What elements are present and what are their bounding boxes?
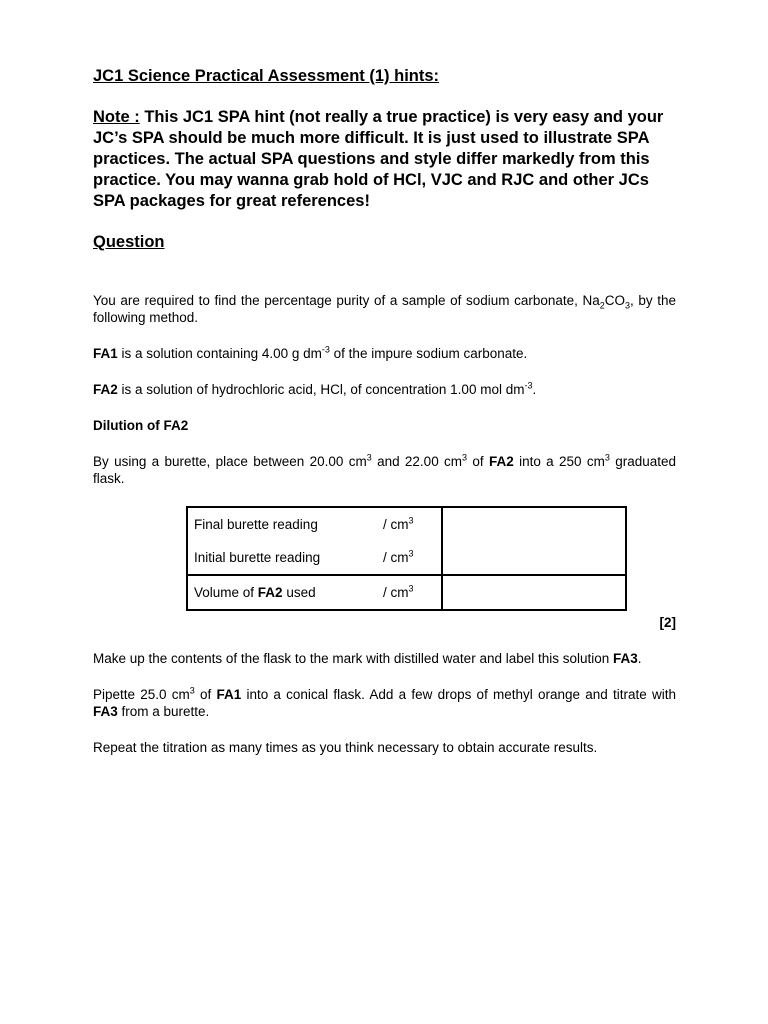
repeat-paragraph: Repeat the titration as many times as you think necessary to obtain accurate results.: [93, 740, 598, 755]
fa2-paragraph: FA2 is a solution of hydrochloric acid, HCl, of concentration 1.00 mol $dm^{-3}$.: [93, 380, 537, 397]
page-title: JC1 Science Practical Assessment (1) hints:: [93, 67, 440, 85]
volume-used-value[interactable]: [442, 575, 626, 610]
final-reading-label: Final burette reading: [194, 517, 318, 532]
note-text: This JC1 SPA hint (not really a true practice) is very easy and your JC’s SPA should be much more difficult. It is just used to illustrate SPA practices. The actual SPA questions and style differ markedly from this practice. You may wanna grab hold of HCl, VJC and RJC and other JCs SPA packages for great references!: [93, 108, 664, 210]
burette-readings-table: [186, 506, 627, 611]
unit-cell: / $cm^3$: [371, 507, 442, 541]
document-page: [93, 66, 676, 756]
unit-cell: / $cm^3$: [371, 541, 442, 575]
makeup-paragraph: Make up the contents of the flask to the mark with distilled water and label this solution FA3.: [93, 651, 642, 666]
unit-cell: / $cm^3$: [371, 575, 442, 610]
marks-label: [2]: [659, 615, 676, 630]
final-reading-value[interactable]: [442, 507, 626, 541]
fa1-paragraph: FA1 is a solution containing 4.00 g $dm^{-3}$ of the impure sodium carbonate.: [93, 344, 528, 361]
intro-paragraph: You are required to find the percentage purity of a sample of sodium carbonate, $Na_2CO_3$, by the following method.: [93, 293, 676, 325]
note-paragraph: [93, 107, 676, 212]
initial-reading-value[interactable]: [442, 541, 626, 575]
pipette-paragraph: Pipette 25.0 $cm^3$ of FA1 into a conical flask. Add a few drops of methyl orange and titrate with FA3 from a burette.: [93, 685, 677, 719]
note-label: Note :: [93, 108, 140, 126]
table-row: [187, 575, 626, 610]
dilution-paragraph: By using a burette, place between 20.00 $cm^3$ and 22.00 $cm^3$ of FA2 into a 250 $cm^3$ graduated flask.: [93, 452, 676, 486]
initial-reading-label: Initial burette reading: [194, 550, 321, 565]
dilution-heading: Dilution of FA2: [93, 418, 189, 433]
table-row: [187, 541, 626, 575]
volume-used-label: Volume of FA2 used: [187, 575, 371, 610]
table-row: [187, 507, 626, 541]
question-heading: Question: [93, 233, 165, 251]
